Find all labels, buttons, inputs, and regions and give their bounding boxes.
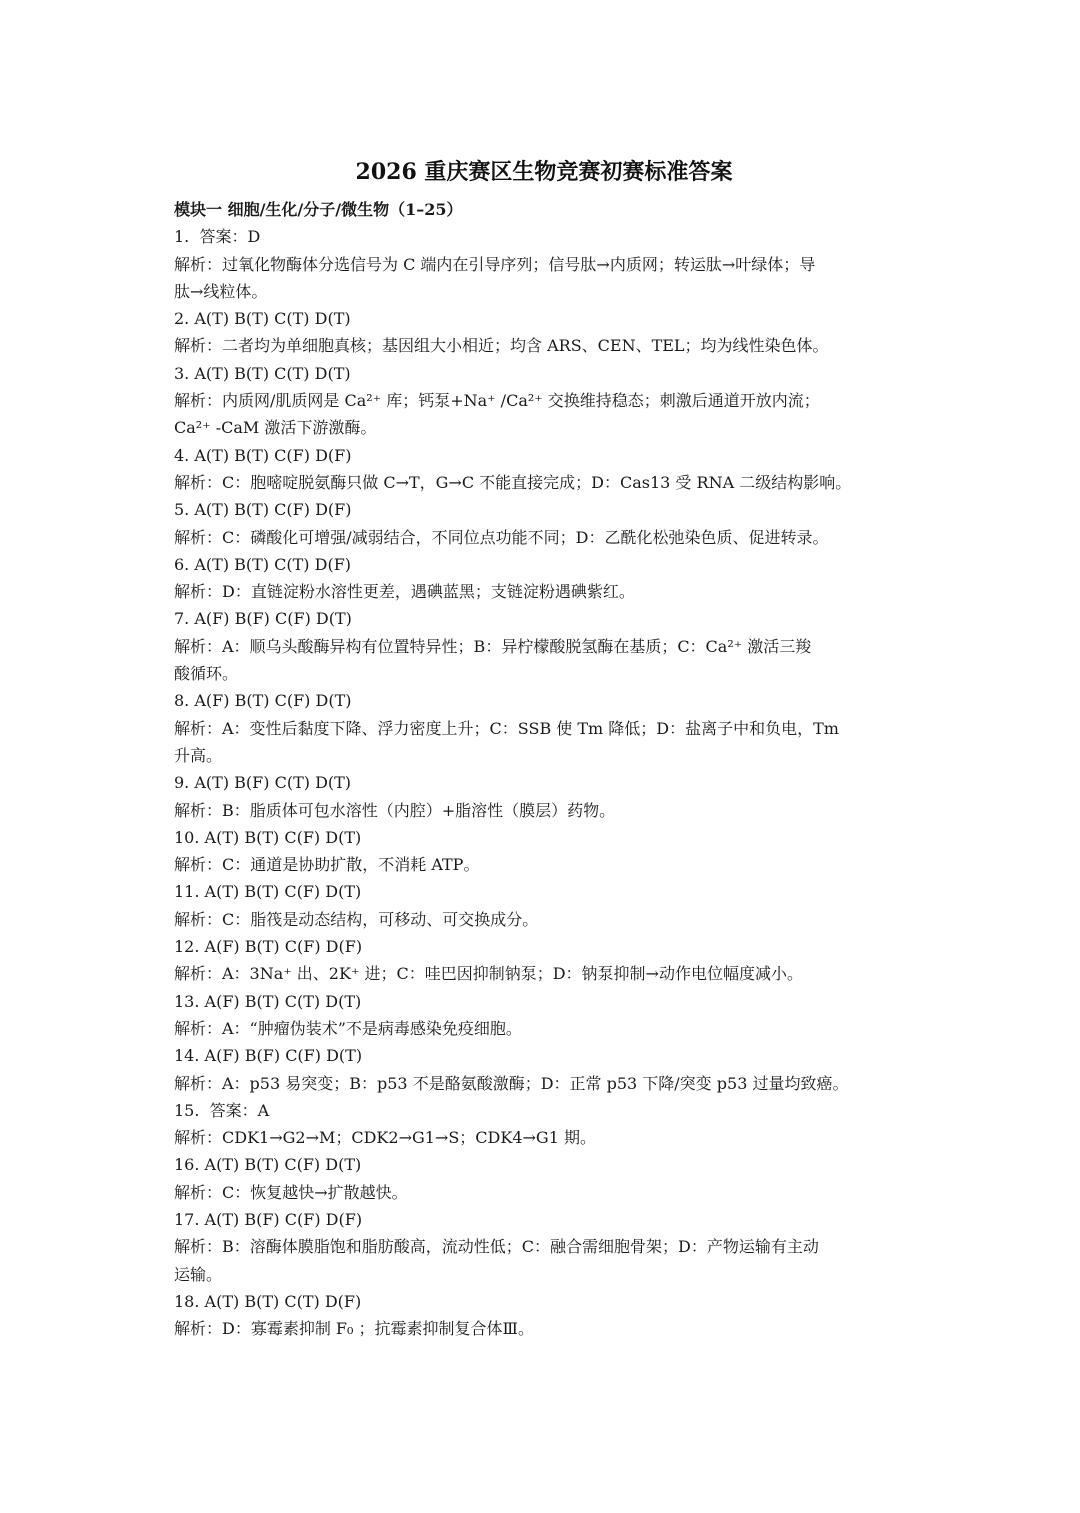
explanation-line: 解析：C：通道是协助扩散，不消耗 ATP。 [174, 855, 480, 875]
text-line: 1. 答案：D [174, 227, 261, 247]
text-line: 2. A(T) B(T) C(T) D(T) [174, 309, 351, 329]
explanation-line: 解析：B：溶酶体膜脂饱和脂肪酸高，流动性低；C：融合需细胞骨架；D：产物运输有主动 [174, 1237, 819, 1257]
text-line: 3. A(T) B(T) C(T) D(T) [174, 363, 351, 383]
text-line: 11. A(T) B(T) C(F) D(T) [174, 882, 362, 902]
explanation-line: 解析：CDK1→G2→M；CDK2→G1→S；CDK4→G1 期。 [174, 1128, 596, 1148]
answer-document [174, 152, 914, 1342]
explanation-line: 解析：A：3Na⁺ 出、2K⁺ 进；C：哇巴因抑制钠泵；D：钠泵抑制→动作电位幅度减小。 [174, 964, 803, 984]
text-line: 运输。 [174, 1264, 223, 1284]
explanation-line: 解析：二者均为单细胞真核；基因组大小相近；均含 ARS、CEN、TEL；均为线性染色体。 [174, 336, 829, 356]
explanation-line: 解析：C：磷酸化可增强/减弱结合，不同位点功能不同；D：乙酰化松弛染色质、促进转录。 [174, 527, 829, 547]
answer-lines [174, 223, 914, 1342]
text-line: 13. A(F) B(T) C(T) D(T) [174, 991, 362, 1011]
text-line: 7. A(F) B(F) C(F) D(T) [174, 609, 352, 629]
text-line: 5. A(T) B(T) C(F) D(F) [174, 500, 352, 520]
text-line: 14. A(F) B(F) C(F) D(T) [174, 1046, 363, 1066]
explanation-line: 解析：D：寡霉素抑制 F₀ ；抗霉素抑制复合体Ⅲ。 [174, 1319, 534, 1339]
explanation-line: 解析：D：直链淀粉水溶性更差，遇碘蓝黑；支链淀粉遇碘紫红。 [174, 582, 635, 602]
text-line: 15. 答案：A [174, 1100, 270, 1120]
text-line: 12. A(F) B(T) C(F) D(F) [174, 937, 363, 957]
text-line: 16. A(T) B(T) C(F) D(T) [174, 1155, 362, 1175]
explanation-line: 解析：A：变性后黏度下降、浮力密度上升；C：SSB 使 Tm 降低；D：盐离子中和负电，Tm [174, 718, 839, 738]
explanation-line: 解析：C：恢复越快→扩散越快。 [174, 1182, 408, 1202]
document-title: 2026 重庆赛区生物竞赛初赛标准答案 [355, 159, 733, 185]
explanation-line: 解析：C：脂筏是动态结构，可移动、可交换成分。 [174, 909, 539, 929]
module-heading: 模块一 细胞/生化/分子/微生物（1–25） [174, 200, 463, 219]
text-line: 10. A(T) B(T) C(F) D(T) [174, 827, 362, 847]
explanation-line: 解析：内质网/肌质网是 Ca²⁺ 库；钙泵+Na⁺ /Ca²⁺ 交换维持稳态；刺激后通道开放内流； [174, 391, 820, 411]
text-line: 肽→线粒体。 [174, 281, 268, 301]
explanation-line: 解析：A：p53 易突变；B：p53 不是酪氨酸激酶；D：正常 p53 下降/突变 p53 过量均致癌。 [174, 1073, 849, 1093]
explanation-line: 解析：过氧化物酶体分选信号为 C 端内在引导序列；信号肽→内质网；转运肽→叶绿体；导 [174, 254, 816, 274]
text-line: 18. A(T) B(T) C(T) D(F) [174, 1291, 362, 1311]
explanation-line: 解析：C：胞嘧啶脱氨酶只做 C→T，G→C 不能直接完成；D：Cas13 受 RNA 二级结构影响。 [174, 472, 852, 492]
text-line: 升高。 [174, 745, 223, 765]
text-line: 酸循环。 [174, 664, 239, 684]
text-line: Ca²⁺ -CaM 激活下游激酶。 [174, 418, 377, 438]
explanation-line: 解析：A：“肿瘤伪装术”不是病毒感染免疫细胞。 [174, 1018, 522, 1038]
explanation-line: 解析：A：顺乌头酸酶异构有位置特异性；B：异柠檬酸脱氢酶在基质；C：Ca²⁺ 激活三羧 [174, 636, 812, 656]
text-line: 9. A(T) B(F) C(T) D(T) [174, 773, 352, 793]
text-line: 8. A(F) B(T) C(F) D(T) [174, 691, 352, 711]
explanation-line: 解析：B：脂质体可包水溶性（内腔）+脂溶性（膜层）药物。 [174, 800, 616, 820]
text-line: 4. A(T) B(T) C(F) D(F) [174, 445, 352, 465]
text-line: 17. A(T) B(F) C(F) D(F) [174, 1209, 363, 1229]
text-line: 6. A(T) B(T) C(T) D(F) [174, 554, 352, 574]
